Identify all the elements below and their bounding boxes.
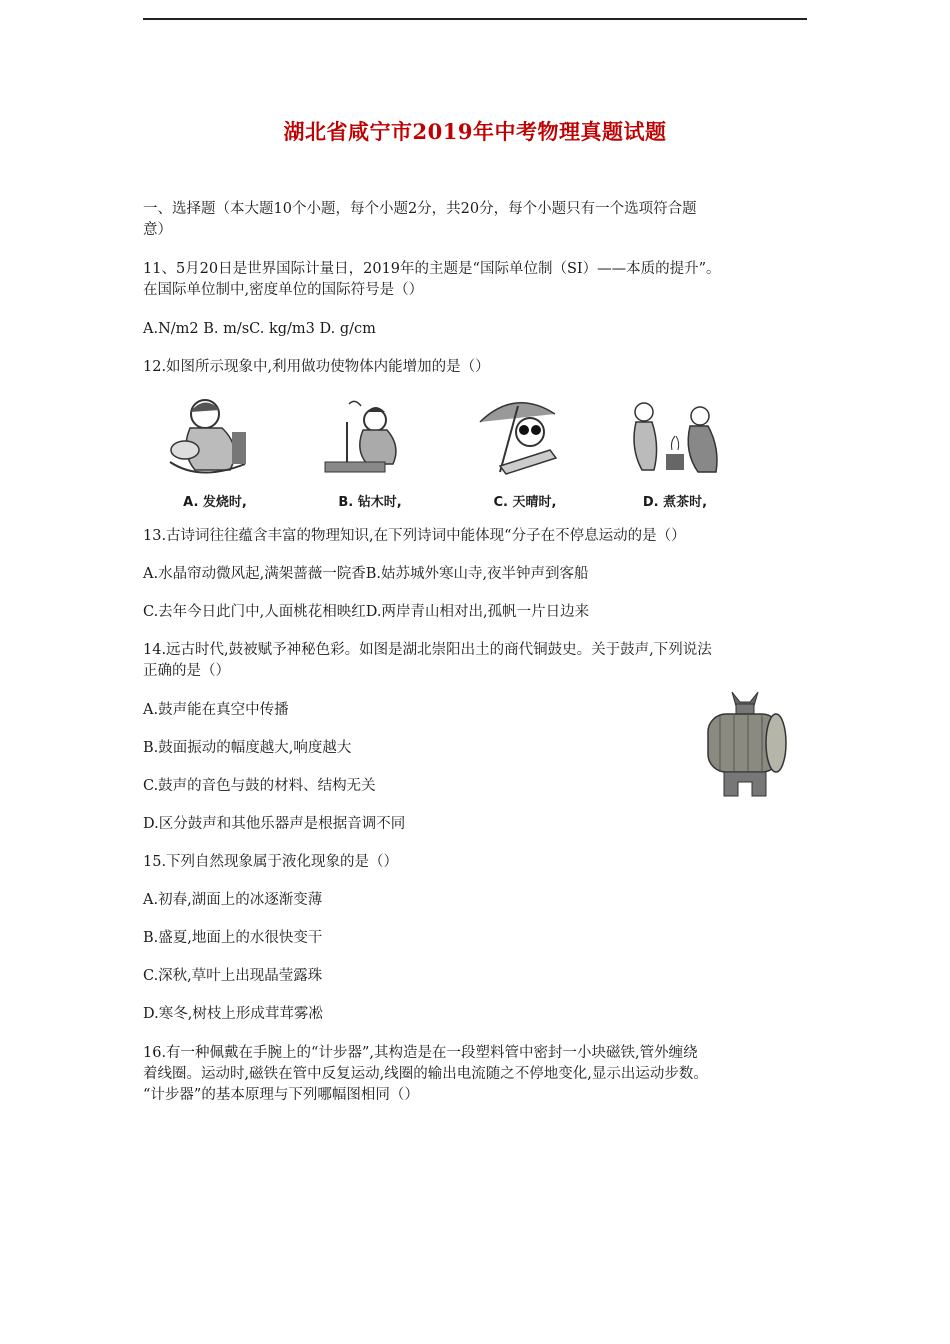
q16-stem-line3: “计步器”的基本原理与下列哪幅图相同（） <box>143 1087 419 1103</box>
q15-option-d: D.寒冬,树枝上形成茸茸雾凇 <box>143 1006 323 1022</box>
q13-options-cd: C.去年今日此门中,人面桃花相映红D.两岸青山相对出,孤帆一片日边来 <box>143 604 590 620</box>
section-heading-line2: 意） <box>143 222 172 238</box>
section-heading-line1: 一、选择题（本大题10个小题，每个小题2分，共20分，每个小题只有一个选项符合题 <box>143 201 697 217</box>
q15-option-b: B.盛夏,地面上的水很快变干 <box>143 930 323 946</box>
q14-option-c: C.鼓声的音色与鼓的材料、结构无关 <box>143 778 376 794</box>
q14-option-b: B.鼓面振动的幅度越大,响度越大 <box>143 740 352 756</box>
bronze-drum-icon <box>700 688 790 800</box>
bronze-drum-image <box>700 688 790 800</box>
q14-option-a: A.鼓声能在真空中传播 <box>143 702 289 718</box>
q14-stem-line1: 14.远古时代,鼓被赋予神秘色彩。如图是湖北崇阳出土的商代铜鼓史。关于鼓声,下列说法 <box>143 642 712 658</box>
q12-caption-a: A. 发烧时, <box>183 495 247 510</box>
q14-stem-line2: 正确的是（） <box>143 663 230 679</box>
q15-option-a: A.初春,湖面上的冰逐渐变薄 <box>143 892 323 908</box>
q12-figure-c <box>470 392 580 510</box>
drilling-wood-illustration-icon <box>315 392 425 484</box>
q13-options-ab: A.水晶帘动微风起,满架蔷薇一院香B.姑苏城外寒山寺,夜半钟声到客船 <box>143 566 589 582</box>
q15-stem: 15.下列自然现象属于液化现象的是（） <box>143 854 399 870</box>
q11-options: A.N/m2 B. m/sC. kg/m3 D. g/cm <box>143 321 376 337</box>
sunny-day-illustration-icon <box>470 392 580 484</box>
q11-stem-line2: 在国际单位制中,密度单位的国际符号是（） <box>143 282 424 298</box>
q15-option-c: C.深秋,草叶上出现晶莹露珠 <box>143 968 323 984</box>
fever-illustration-icon <box>160 392 270 484</box>
header-rule <box>143 18 807 20</box>
q16-stem-line2: 着线圈。运动时,磁铁在管中反复运动,线圈的输出电流随之不停地变化,显示出运动步数。 <box>143 1066 708 1082</box>
q12-figure-row <box>160 392 730 510</box>
q12-caption-d: D. 煮茶时, <box>642 495 708 510</box>
boiling-tea-illustration-icon <box>620 392 730 484</box>
q13-stem: 13.古诗词往往蕴含丰富的物理知识,在下列诗词中能体现“分子在不停息运动的是（） <box>143 528 686 544</box>
q12-figure-b <box>315 392 425 510</box>
q12-figure-a <box>160 392 270 510</box>
q14-option-d: D.区分鼓声和其他乐器声是根据音调不同 <box>143 816 406 832</box>
q12-stem: 12.如图所示现象中,利用做功使物体内能增加的是（） <box>143 359 490 375</box>
q11-stem-line1: 11、5月20日是世界国际计量日，2019年的主题是“国际单位制（SI）——本质的提升”。 <box>143 261 721 277</box>
q12-figure-d <box>620 392 730 510</box>
page-title: 湖北省咸宁市2019年中考物理真题试题 <box>283 119 667 144</box>
q12-caption-b: B. 钻木时, <box>338 495 402 510</box>
q12-caption-c: C. 天晴时, <box>493 495 557 510</box>
q16-stem-line1: 16.有一种佩戴在手腕上的“计步器”,其构造是在一段塑料管中密封一小块磁铁,管外缠绕 <box>143 1045 698 1061</box>
